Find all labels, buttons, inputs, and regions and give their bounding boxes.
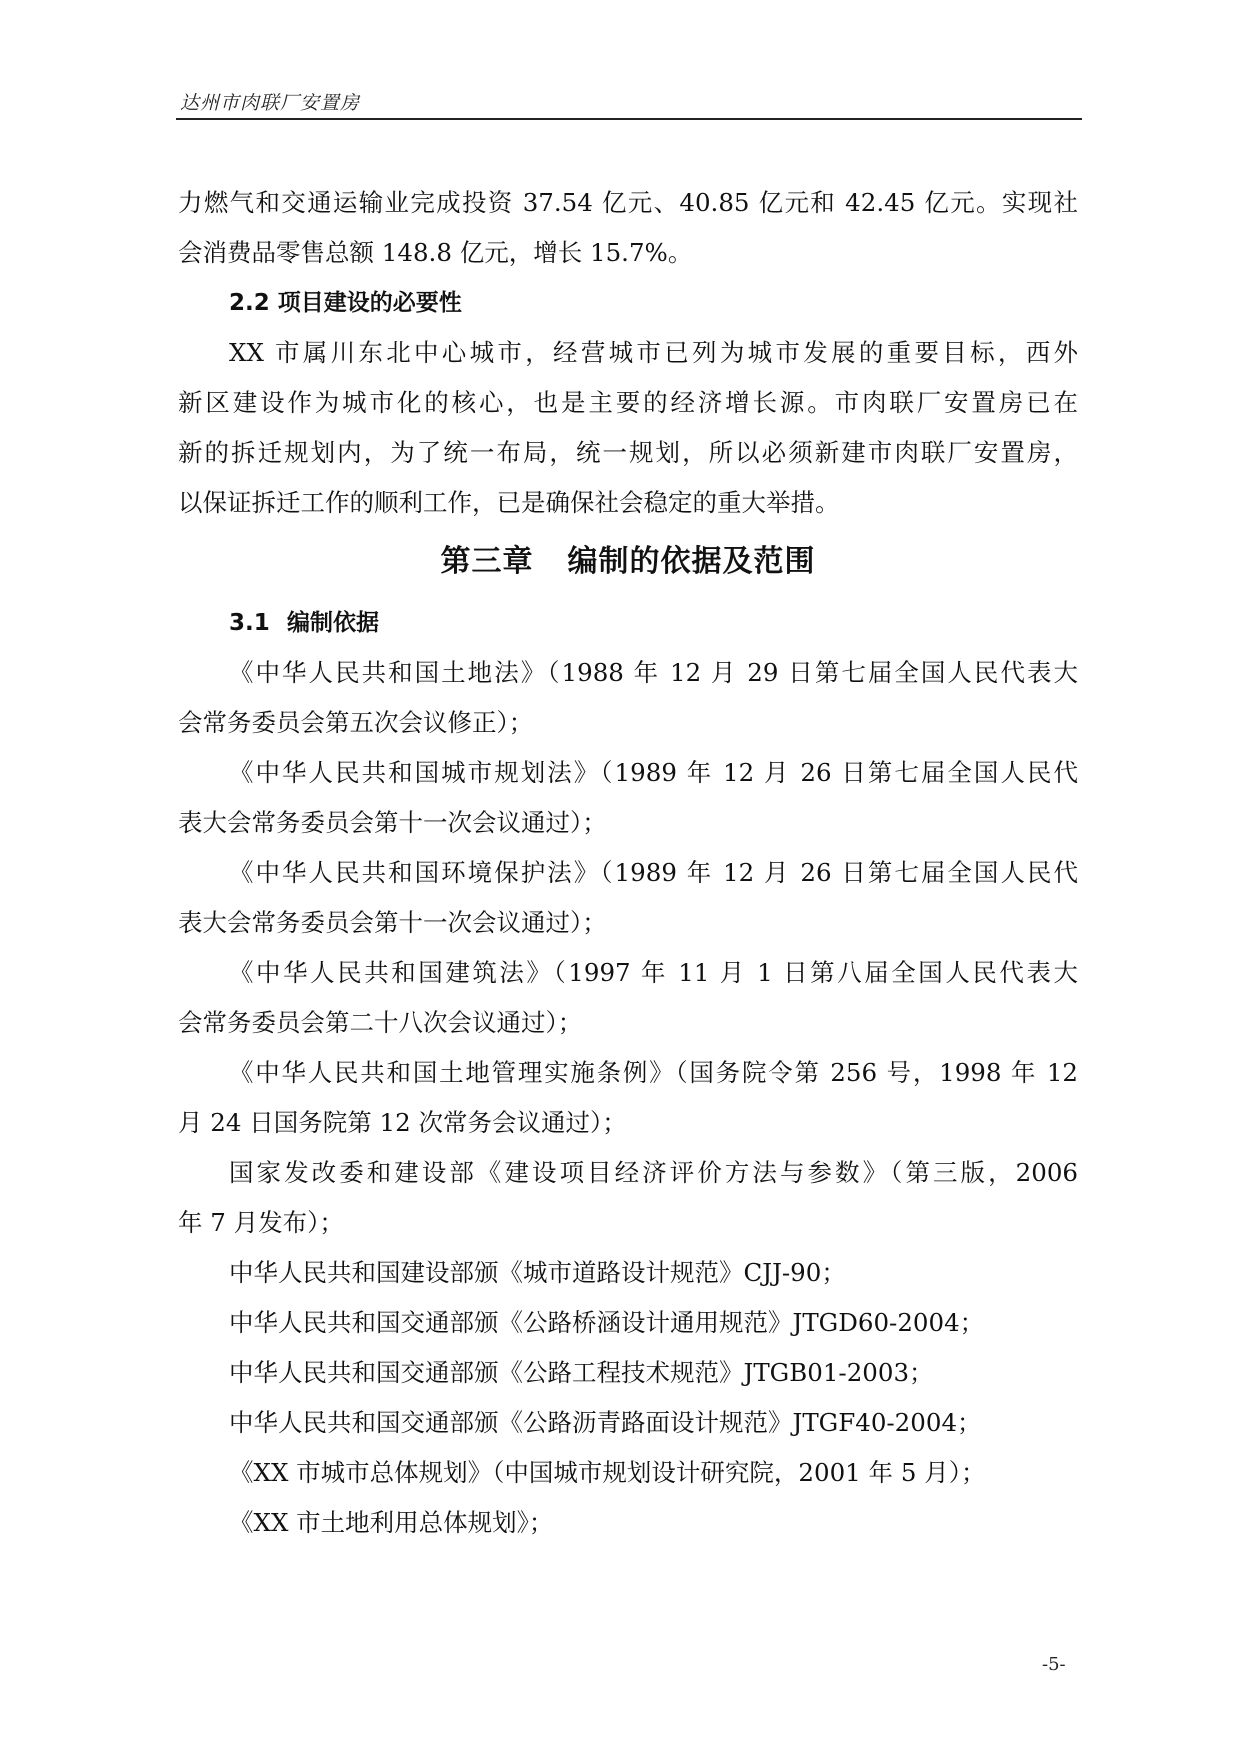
- text-line: 中华人民共和国建设部颁《城市道路设计规范》CJJ-90；: [229, 1258, 846, 1287]
- text-line: 国家发改委和建设部《建设项目经济评价方法与参数》（第三版，2006: [229, 1158, 1078, 1187]
- text-line: 新的拆迁规划内，为了统一布局，统一规划，所以必须新建市肉联厂安置房，: [178, 438, 1078, 467]
- list-item: [178, 1248, 1078, 1298]
- list-item: [178, 748, 1078, 848]
- page-header: [176, 84, 1082, 120]
- list-item: [178, 948, 1078, 1048]
- section-2-2-paragraph: [178, 328, 1078, 528]
- text-line: 《中华人民共和国城市规划法》（1989 年 12 月 26 日第七届全国人民代: [229, 758, 1078, 787]
- text-line: 中华人民共和国交通部颁《公路桥涵设计通用规范》JTGD60-2004；: [229, 1308, 985, 1337]
- text-line: 中华人民共和国交通部颁《公路沥青路面设计规范》JTGF40-2004；: [229, 1408, 982, 1437]
- text-line: 力燃气和交通运输业完成投资 37.54 亿元、40.85 亿元和 42.45 亿元。实现社: [178, 188, 1078, 217]
- list-item: [178, 1298, 1078, 1348]
- section-heading-3-1: [178, 598, 1078, 648]
- basis-list: [178, 648, 1078, 1548]
- list-item: [178, 1348, 1078, 1398]
- text-line: 《XX 市土地利用总体规划》；: [229, 1508, 554, 1537]
- section-number: 3.1: [229, 610, 270, 636]
- intro-paragraph: [178, 178, 1078, 278]
- section-title: 编制依据: [287, 610, 379, 636]
- text-line: 表大会常务委员会第十一次会议通过）；: [178, 908, 607, 937]
- list-item: [178, 648, 1078, 748]
- text-line: 《中华人民共和国建筑法》（1997 年 11 月 1 日第八届全国人民代表大: [229, 958, 1078, 987]
- text-line: 《中华人民共和国土地法》（1988 年 12 月 29 日第七届全国人民代表大: [229, 658, 1078, 687]
- text-line: 月 24 日国务院第 12 次常务会议通过）；: [178, 1108, 627, 1137]
- text-line: XX 市属川东北中心城市，经营城市已列为城市发展的重要目标，西外: [229, 338, 1078, 367]
- list-item: [178, 1448, 1078, 1498]
- chapter-number: 第三章: [440, 544, 534, 579]
- list-item: [178, 1398, 1078, 1448]
- section-heading-2-2: 2.2 项目建设的必要性: [229, 290, 462, 316]
- list-item: [178, 1498, 1078, 1548]
- text-line: 会常务委员会第五次会议修正）；: [178, 708, 534, 737]
- list-item: [178, 848, 1078, 948]
- page-number: -5-: [1042, 1654, 1066, 1675]
- chapter-heading: [178, 532, 1078, 592]
- text-line: 新区建设作为城市化的核心，也是主要的经济增长源。市肉联厂安置房已在: [178, 388, 1078, 417]
- text-line: 《中华人民共和国土地管理实施条例》（国务院令第 256 号，1998 年 12: [229, 1058, 1078, 1087]
- text-line: 中华人民共和国交通部颁《公路工程技术规范》JTGB01-2003；: [229, 1358, 934, 1387]
- document-body: [178, 178, 1078, 1548]
- text-line: 会常务委员会第二十八次会议通过）；: [178, 1008, 583, 1037]
- header-title: 达州市肉联厂安置房: [180, 92, 361, 114]
- text-line: 会消费品零售总额 148.8 亿元，增长 15.7%。: [178, 238, 693, 267]
- chapter-title: 编制的依据及范围: [567, 544, 816, 579]
- text-line: 以保证拆迁工作的顺利工作，已是确保社会稳定的重大举措。: [178, 488, 840, 517]
- text-line: 《XX 市城市总体规划》（中国城市规划设计研究院，2001 年 5 月）；: [229, 1458, 986, 1487]
- text-line: 表大会常务委员会第十一次会议通过）；: [178, 808, 607, 837]
- list-item: [178, 1048, 1078, 1148]
- list-item: [178, 1148, 1078, 1248]
- text-line: 年 7 月发布）；: [178, 1208, 344, 1237]
- text-line: 《中华人民共和国环境保护法》（1989 年 12 月 26 日第七届全国人民代: [229, 858, 1078, 887]
